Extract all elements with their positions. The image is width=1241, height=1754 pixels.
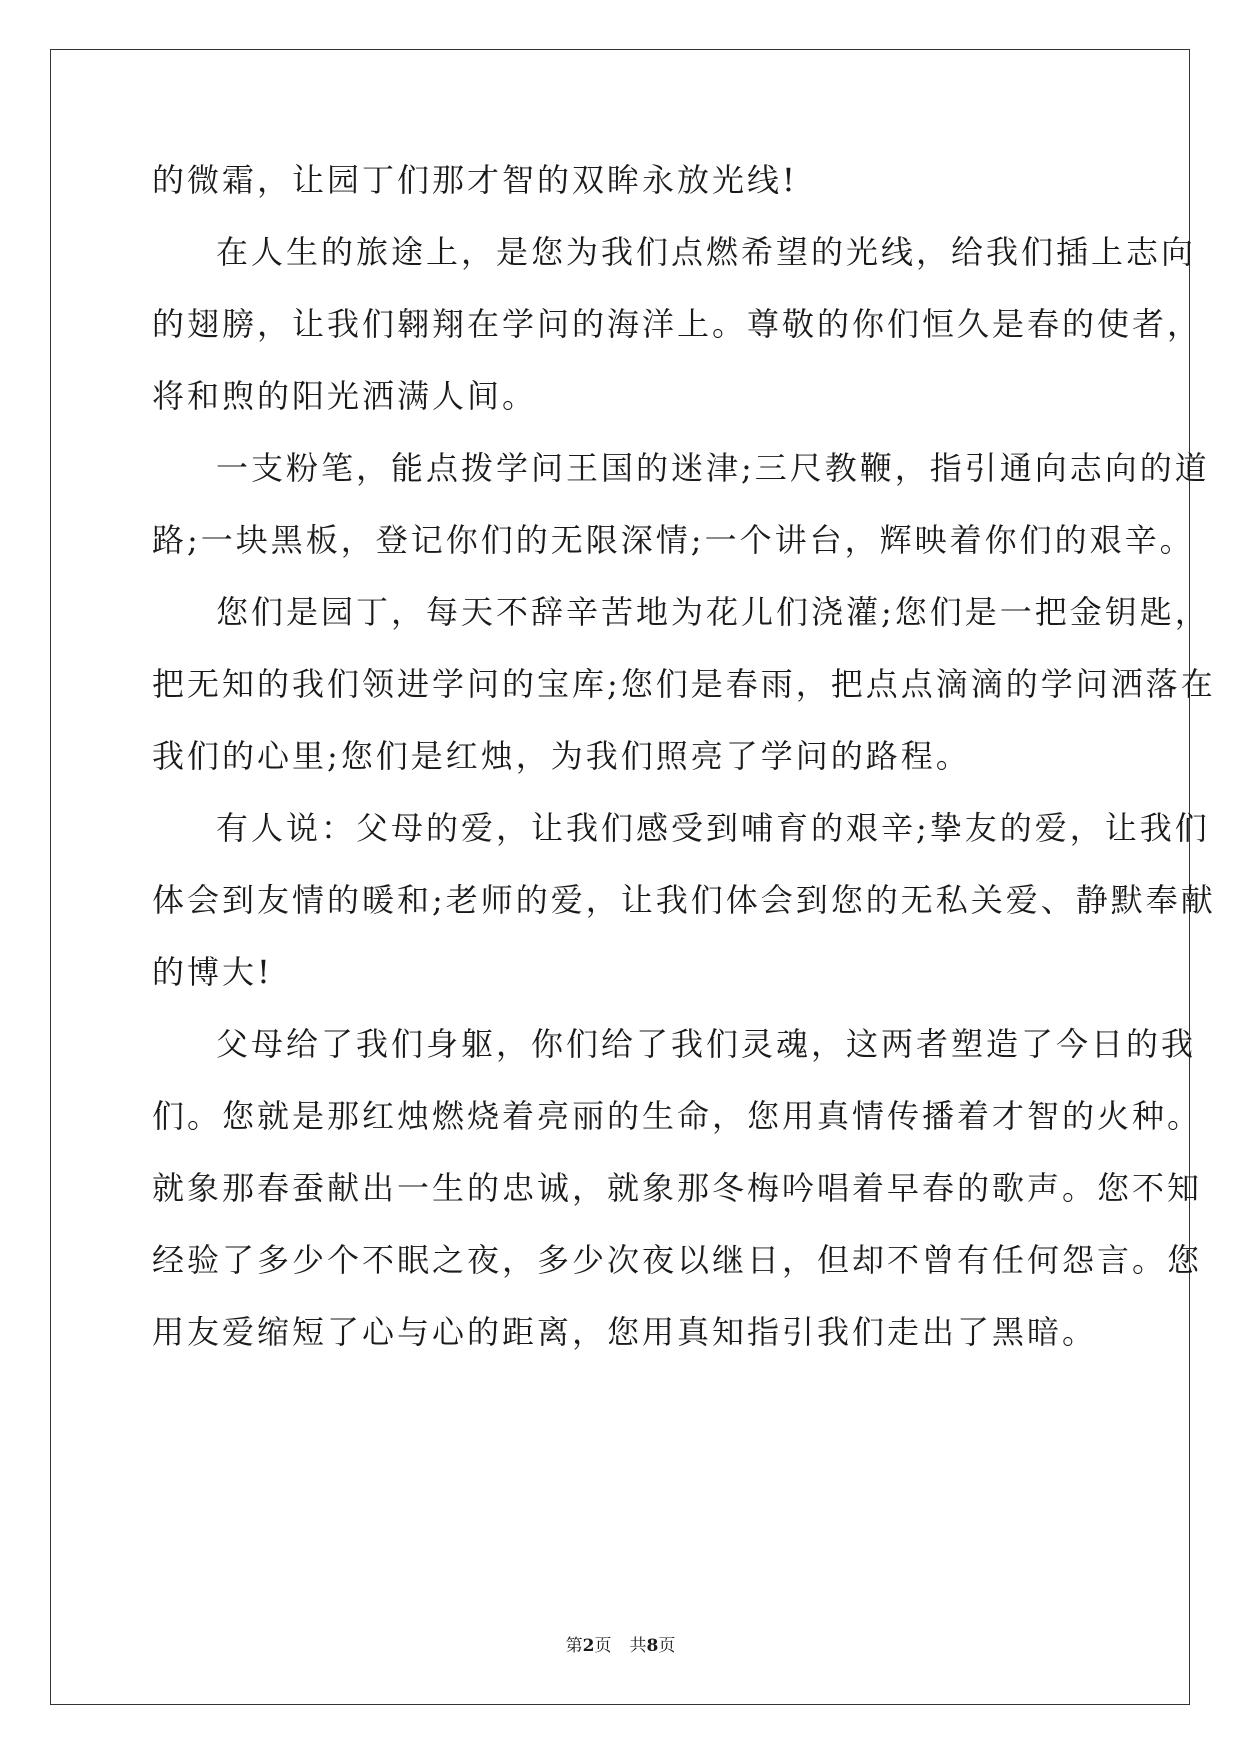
page-border [50, 49, 1190, 1705]
paragraph-first-line: 父母给了我们身躯，你们给了我们灵魂，这两者塑造了今日的我 [216, 1025, 1197, 1063]
total-page-count: 8 [646, 1636, 659, 1656]
text-line: 的翅膀，让我们翱翔在学问的海洋上。尊敬的你们恒久是春的使者， [152, 305, 1203, 343]
text-line: 的微霜，让园丁们那才智的双眸永放光线! [152, 161, 798, 199]
text-line: 的博大! [152, 953, 273, 991]
text-line: 就象那春蚕献出一生的忠诚，就象那冬梅吟唱着早春的歌声。您不知 [152, 1169, 1203, 1207]
text-line: 我们的心里;您们是红烛，为我们照亮了学问的路程。 [152, 737, 971, 775]
current-page-number: 2 [582, 1636, 595, 1656]
text-line: 用友爱缩短了心与心的距离，您用真知指引我们走出了黑暗。 [152, 1313, 1098, 1351]
text-line: 体会到友情的暖和;老师的爱，让我们体会到您的无私关爱、静默奉献 [152, 881, 1216, 919]
total-prefix: 共 [629, 1636, 647, 1656]
paragraph-first-line: 您们是园丁，每天不辞辛苦地为花儿们浇灌;您们是一把金钥匙， [216, 593, 1210, 631]
paragraph-first-line: 在人生的旅途上，是您为我们点燃希望的光线，给我们插上志向 [216, 233, 1197, 271]
text-line: 将和煦的阳光洒满人间。 [152, 377, 538, 415]
text-line: 们。您就是那红烛燃烧着亮丽的生命，您用真情传播着才智的火种。 [152, 1097, 1203, 1135]
paragraph-first-line: 有人说：父母的爱，让我们感受到哺育的艰辛;挚友的爱，让我们 [216, 809, 1210, 847]
text-line: 把无知的我们领进学问的宝库;您们是春雨，把点点滴滴的学问洒落在 [152, 665, 1216, 703]
page-suffix: 页 [594, 1636, 612, 1656]
page-number-footer [0, 1635, 1241, 1657]
total-suffix: 页 [658, 1636, 676, 1656]
page-prefix: 第 [565, 1636, 583, 1656]
paragraph-first-line: 一支粉笔，能点拨学问王国的迷津;三尺教鞭，指引通向志向的道 [216, 449, 1210, 487]
text-line: 经验了多少个不眠之夜，多少次夜以继日，但却不曾有任何怨言。您 [152, 1241, 1203, 1279]
text-line: 路;一块黑板，登记你们的无限深情;一个讲台，辉映着你们的艰辛。 [152, 521, 1195, 559]
